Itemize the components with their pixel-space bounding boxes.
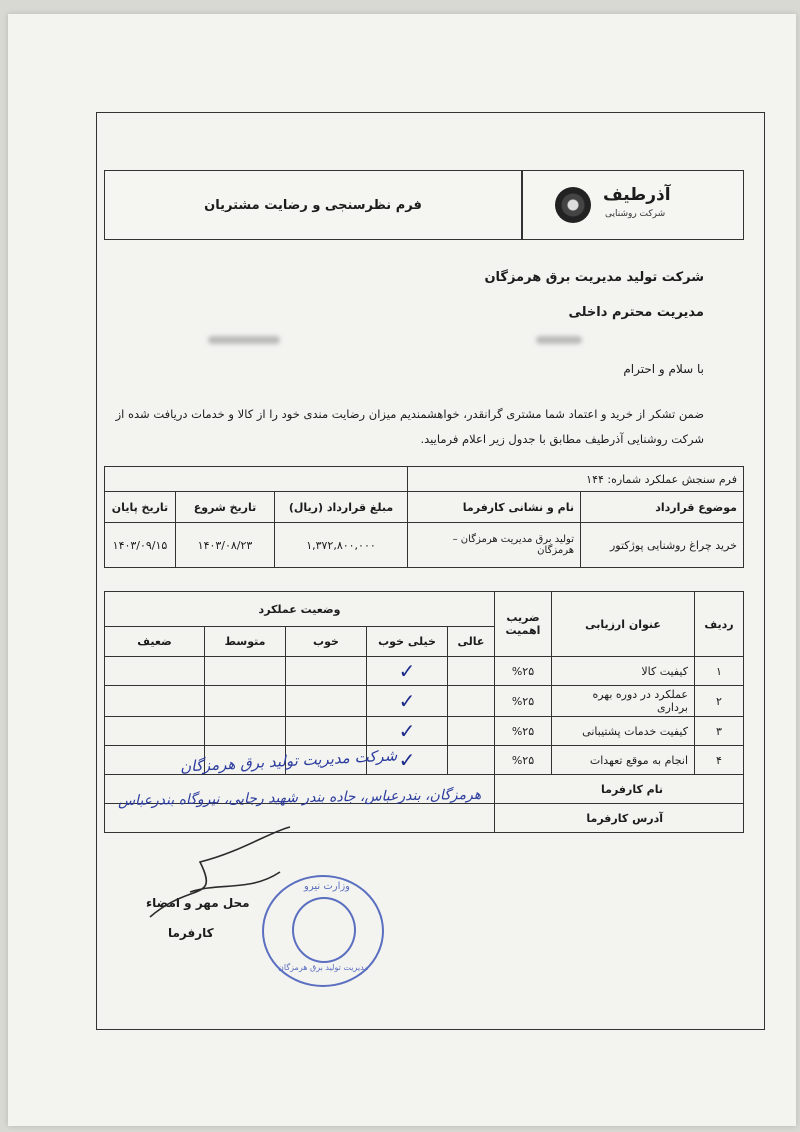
logo-subtitle: شرکت روشنایی <box>605 209 666 219</box>
logo-circle-icon <box>555 187 591 223</box>
eval-row-title: کیفیت کالا <box>552 657 695 686</box>
level-very-good: خیلی خوب <box>367 627 448 657</box>
seal-signature-label: محل مهر و امضاء <box>146 896 250 910</box>
greeting: با سلام و احترام <box>623 362 704 376</box>
evaluation-row <box>105 717 744 746</box>
eval-row-title: کیفیت خدمات پشتیبانی <box>552 717 695 746</box>
eval-level-cell <box>448 657 495 686</box>
check-mark-icon: ✓ <box>367 657 448 686</box>
form-number-empty <box>105 467 408 492</box>
check-mark-icon: ✓ <box>367 717 448 746</box>
evaluation-row <box>105 657 744 686</box>
handwritten-employer-address: هرمزگان، بندرعباس، جاده بندر شهید رجایی، نیروگاه بندرعباس <box>117 786 482 810</box>
logo-name: آذرطیف <box>603 185 671 205</box>
contract-start-date: ۱۴۰۳/۰۸/۲۳ <box>176 523 275 568</box>
contract-amount: ۱,۳۷۲,۸۰۰,۰۰۰ <box>275 523 408 568</box>
contract-header-start: تاریخ شروع <box>176 492 275 523</box>
contract-header-subject: موضوع قرارداد <box>581 492 744 523</box>
eval-row-title: انجام به موقع تعهدات <box>552 746 695 775</box>
eval-header-title: عنوان ارزیابی <box>552 592 695 657</box>
eval-row-weight: %۲۵ <box>495 717 552 746</box>
eval-level-cell <box>105 717 205 746</box>
level-good: خوب <box>286 627 367 657</box>
company-name: شرکت تولید مدیریت برق هرمزگان <box>484 270 704 285</box>
level-excellent: عالی <box>448 627 495 657</box>
form-number: فرم سنجش عملکرد شماره: ۱۴۴ <box>408 467 744 492</box>
stamp-top-text: وزارت نیرو <box>304 881 351 892</box>
eval-header-status: وضعیت عملکرد <box>105 592 495 627</box>
eval-level-cell <box>205 657 286 686</box>
intro-paragraph: ضمن تشکر از خرید و اعتماد شما مشتری گرانقدر، خواهشمندیم میزان رضایت مندی خود را از کالا و خدمات دریافت شده از شرکت روشنایی آذرطیف مطابق با جدول زیر اعلام فرمایید. <box>115 407 704 446</box>
evaluation-row <box>105 686 744 717</box>
eval-row-number: ۴ <box>695 746 744 775</box>
contract-header-employer: نام و نشانی کارفرما <box>408 492 581 523</box>
redacted-blur-left <box>208 336 280 344</box>
eval-row-weight: %۲۵ <box>495 657 552 686</box>
recipient-manager: مدیریت محترم داخلی <box>568 305 704 320</box>
level-average: متوسط <box>205 627 286 657</box>
eval-row-number: ۳ <box>695 717 744 746</box>
stamp-bottom-text: مدیریت تولید برق هرمزگان <box>278 963 369 972</box>
eval-header-weight: ضریب اهمیت <box>495 592 552 657</box>
eval-row-weight: %۲۵ <box>495 746 552 775</box>
eval-row-number: ۱ <box>695 657 744 686</box>
contract-header-amount: مبلغ قرارداد (ریال) <box>275 492 408 523</box>
header-box <box>104 170 744 240</box>
contract-subject: خرید چراغ روشنایی پوژکتور <box>581 523 744 568</box>
handwritten-employer-name: شرکت مدیریت تولید برق هرمزگان <box>179 746 398 776</box>
official-stamp <box>262 875 384 987</box>
eval-level-cell <box>448 717 495 746</box>
eval-level-cell <box>286 717 367 746</box>
level-weak: ضعیف <box>105 627 205 657</box>
eval-level-cell <box>286 686 367 717</box>
eval-level-cell <box>205 686 286 717</box>
contract-end-date: ۱۴۰۳/۰۹/۱۵ <box>105 523 176 568</box>
eval-level-cell <box>105 657 205 686</box>
check-mark-icon: ✓ <box>367 686 448 717</box>
eval-row-title: عملکرد در دوره بهره برداری <box>552 686 695 717</box>
employer-address-label: آدرس کارفرما <box>495 804 744 833</box>
eval-level-cell <box>105 686 205 717</box>
check-mark-icon: ✓ <box>367 746 448 775</box>
eval-row-weight: %۲۵ <box>495 686 552 717</box>
eval-level-cell <box>448 746 495 775</box>
eval-level-cell <box>286 657 367 686</box>
eval-row-number: ۲ <box>695 686 744 717</box>
eval-level-cell <box>205 717 286 746</box>
eval-level-cell <box>448 686 495 717</box>
employer-signature-label: کارفرما <box>168 926 214 940</box>
contract-table <box>104 466 744 568</box>
stamp-emblem-icon <box>292 897 356 963</box>
eval-header-row: ردیف <box>695 592 744 657</box>
contract-employer: تولید برق مدیریت هرمزگان – هرمزگان <box>408 523 581 568</box>
company-logo <box>521 171 743 239</box>
employer-name-label: نام کارفرما <box>495 775 744 804</box>
redacted-blur-right <box>536 336 582 344</box>
form-title: فرم نظرسنجی و رضایت مشتریان <box>204 197 422 213</box>
contract-header-end: تاریخ پایان <box>105 492 176 523</box>
